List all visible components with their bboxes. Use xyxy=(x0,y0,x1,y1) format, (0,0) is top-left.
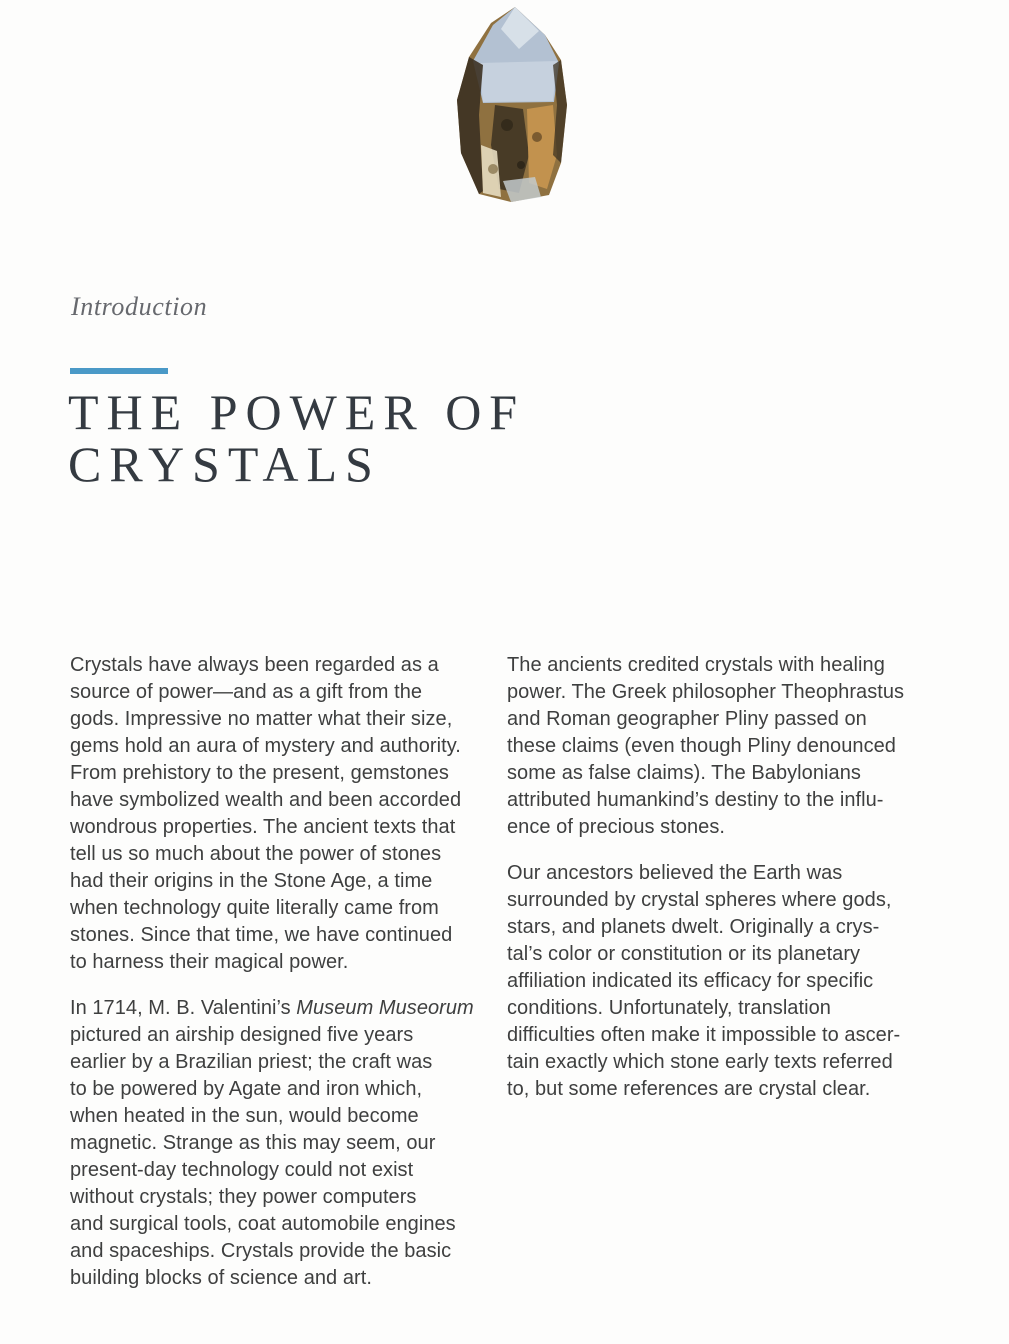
left-column xyxy=(70,652,474,1292)
crystal-photo xyxy=(449,5,587,205)
page-title xyxy=(68,386,525,490)
accent-rule xyxy=(70,368,168,374)
right-column xyxy=(507,652,904,1103)
paragraph: Crystals have always been regarded as a source of power—and as a gift from the gods. Impressive no matter what their size, gems hold an aura of mystery and authority. From prehistory to the present, gemstones have symbolized wealth and been accorded wondrous properties. The ancient texts that tell us so much about the power of stones had their origins in the Stone Age, a time when technology quite literally came from stones. Since that time, we have continued to harness their magical power. xyxy=(70,654,462,973)
page-title-line1: THE POWER OF xyxy=(68,384,526,440)
section-kicker: Introduction xyxy=(71,292,208,321)
paragraph: Our ancestors believed the Earth was surrounded by crystal spheres where gods, stars, and planets dwelt. Originally a crys- tal’s color or constitution or its planetary affiliation indicated its efficacy for specific conditions. Unfortunately, translation difficulties often make it impossible to ascer- tain exactly which stone early texts referred to, but some references are crystal clear. xyxy=(507,862,901,1100)
paragraph: The ancients credited crystals with healing power. The Greek philosopher Theophrastus and Roman geographer Pliny passed on these claims (even though Pliny denounced some as false claims). The Babylonians attributed humankind’s destiny to the influ- ence of precious stones. xyxy=(507,654,905,838)
crystal-photo-icon xyxy=(449,5,587,205)
page-title-line2: CRYSTALS xyxy=(68,436,381,492)
paragraph: In 1714, M. B. Valentini’s Museum Museorum pictured an airship designed five years earlier by a Brazilian priest; the craft was to be powered by Agate and iron which, when heated in the sun, would become magnetic. Strange as this may seem, our present-day technology could not exist without crystals; they power computers and surgical tools, coat automobile engines and spaceships. Crystals provide the basic building blocks of science and art. xyxy=(70,997,474,1289)
